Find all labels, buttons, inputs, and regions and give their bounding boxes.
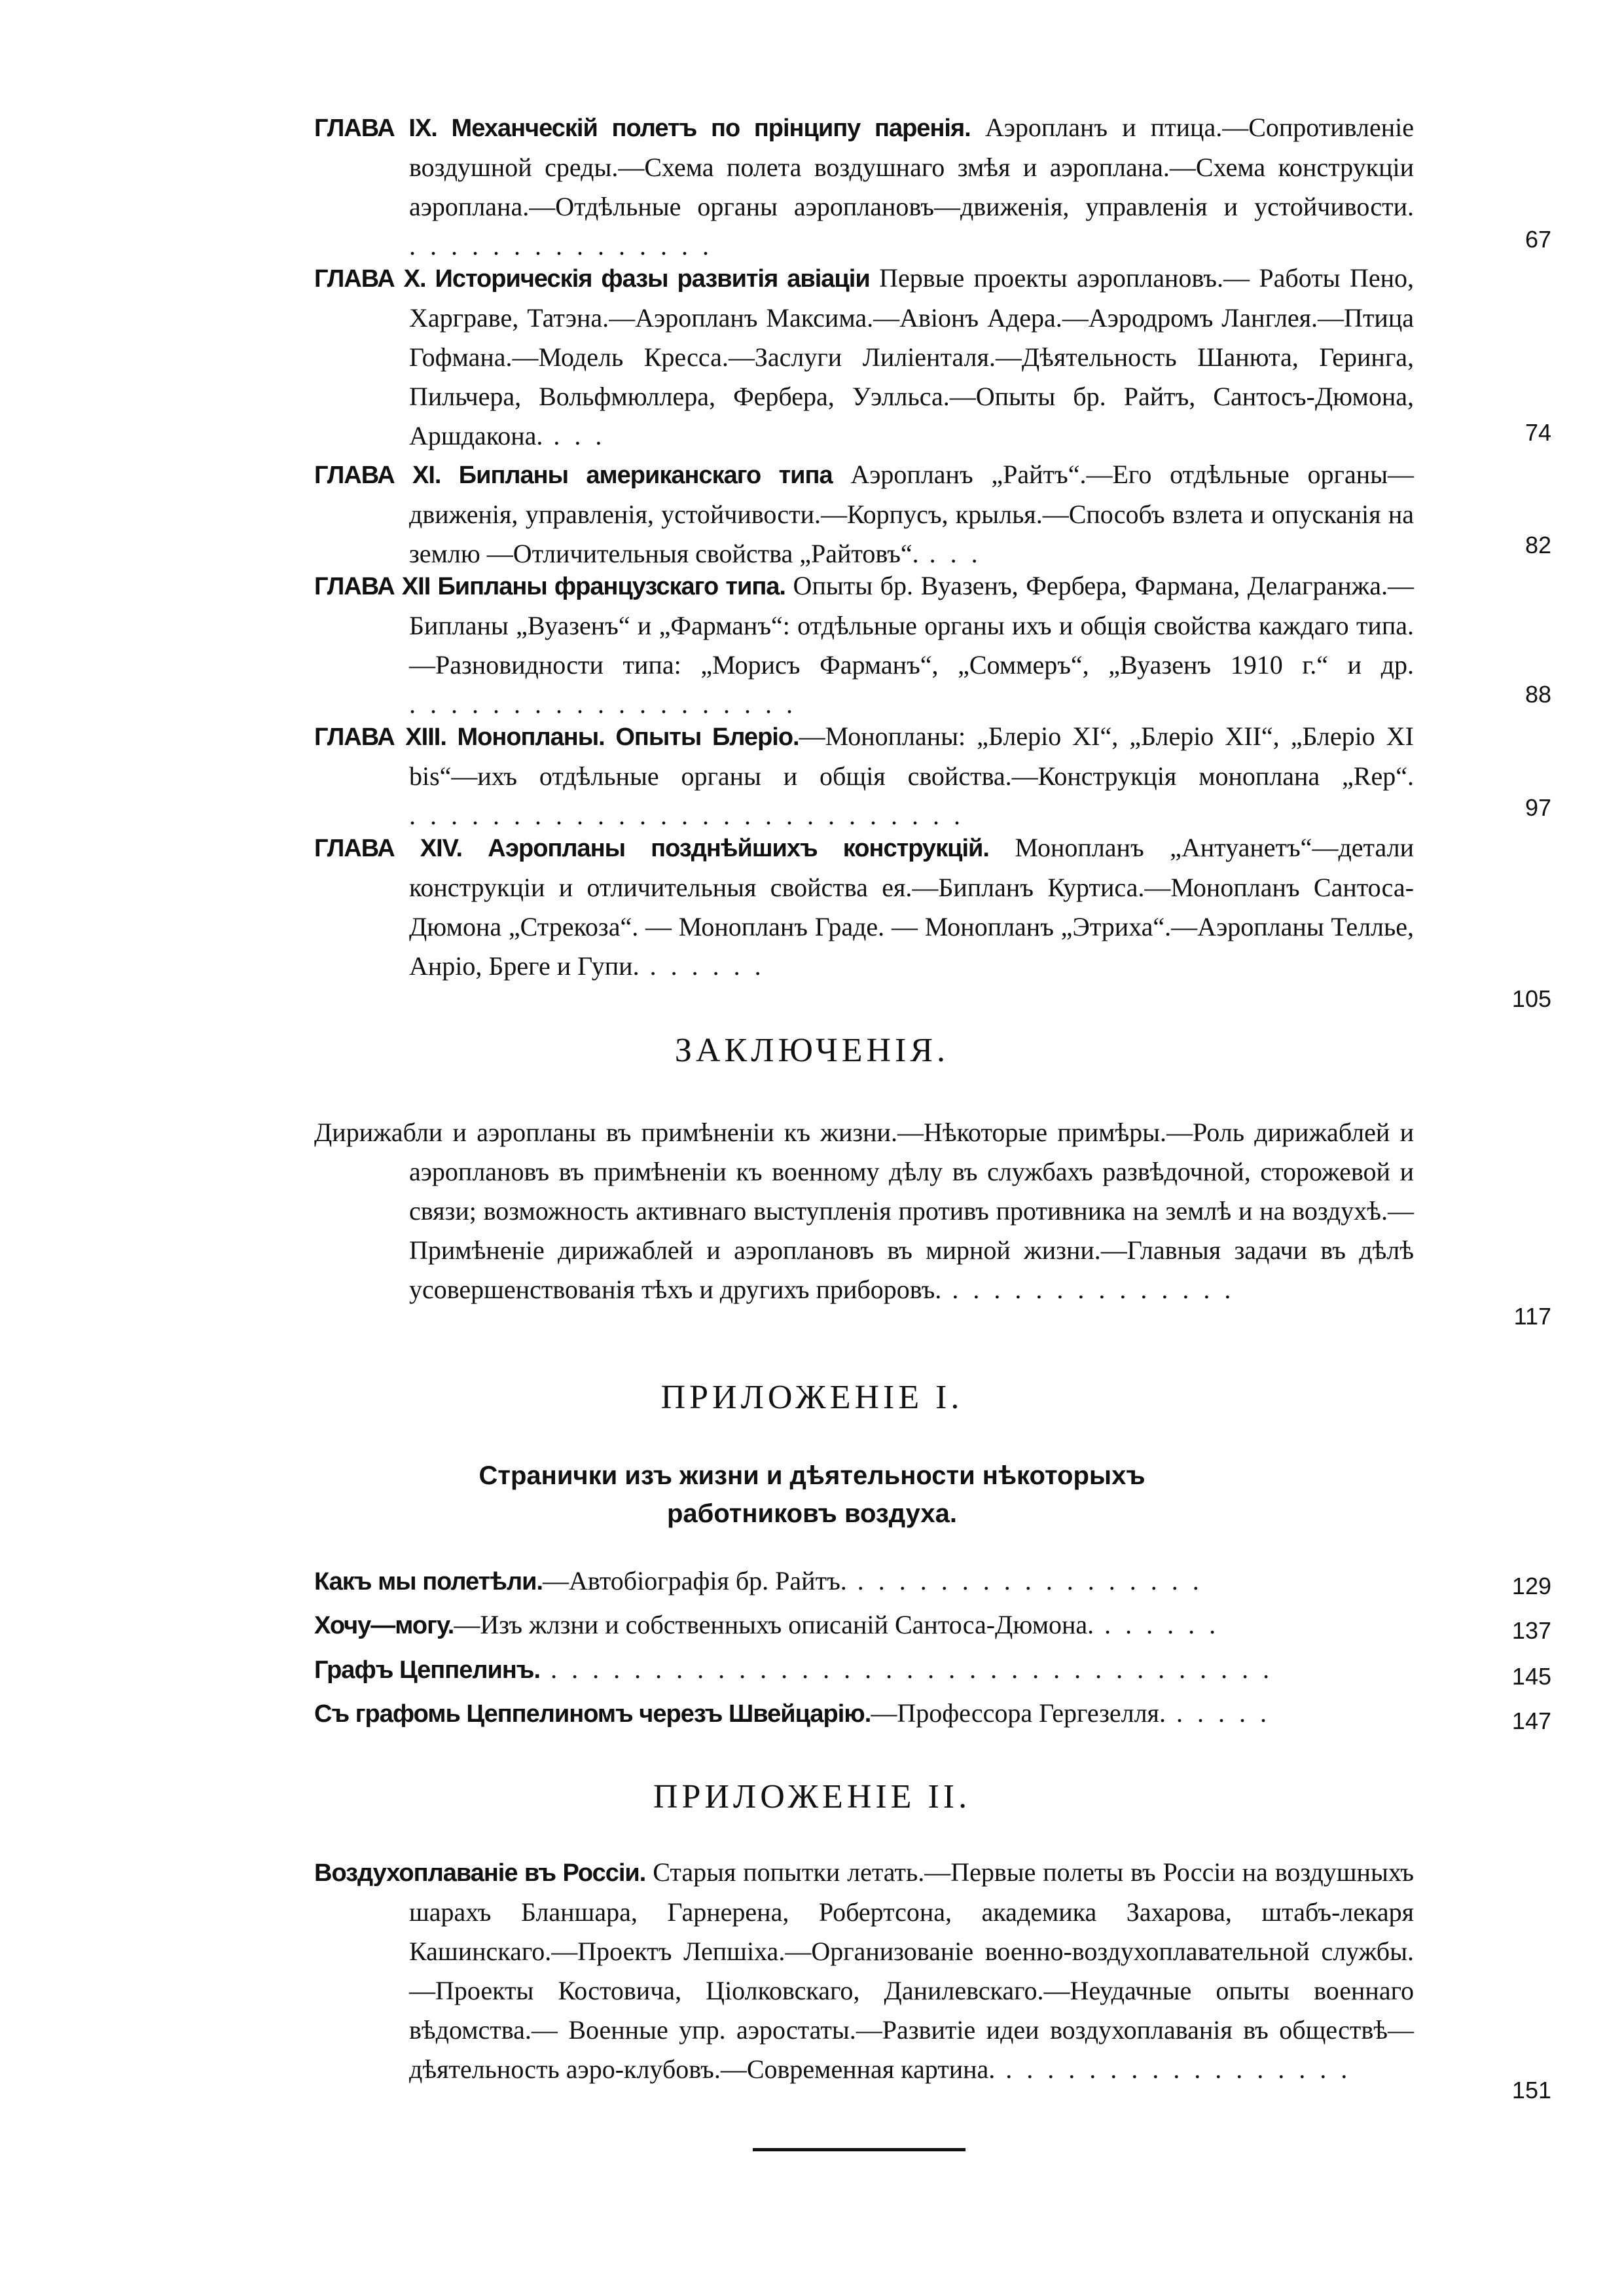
leader-dots: . . . . .: [1165, 1698, 1271, 1728]
toc-entry-appendix-2: [314, 1853, 1414, 2089]
chapter-heading: ГЛАВА XIV. Аэропланы позднѣйшихъ конструкцій.: [314, 835, 989, 862]
appendix-1-subtitle-line-2: работниковъ воздуха.: [666, 1499, 958, 1528]
section-title-conclusion: ЗАКЛЮЧЕНІЯ.: [674, 1032, 950, 1069]
entry-heading: Воздухоплаваніе въ Россіи.: [314, 1859, 646, 1887]
leader-dots: . . . . . . . . . . . . . .: [941, 1275, 1235, 1304]
leader-dots: . . . . . . . . . . . . . . .: [409, 231, 713, 261]
page-number: 82: [1525, 532, 1551, 558]
toc-entry-chapter-14: [314, 828, 1414, 986]
toc-entry-conclusion: [314, 1113, 1414, 1309]
section-title-appendix-2: ПРИЛОЖЕНІЕ II.: [653, 1778, 971, 1815]
conclusion-description: Дирижабли и аэропланы въ примѣненіи къ жизни.—Нѣкоторые примѣры.—Роль дирижаблей и аэроплановъ въ примѣненіи къ военному дѣлу въ службахъ развѣдочной, сторожевой и связи; возможность активнаго выступленія противъ противника на землѣ и на воздухѣ.—Примѣненіе дирижаблей и аэроплановъ въ мирной жизни.—Главныя задачи въ дѣлѣ усовершенствованія тѣхъ и другихъ приборовъ.: [314, 1118, 1414, 1304]
page-number: 67: [1525, 226, 1551, 253]
chapter-description: Аэропланъ „Райтъ“.—Его отдѣльные органы—движенія, управленія, устойчивости.—Корпусъ, крылья.—Способъ взлета и опусканія на землю —Отличительныя свойства „Райтовъ“.: [409, 460, 1414, 568]
entry-description: —Изъ жлзни и собственныхъ описаній Сантоса-Дюмона.: [454, 1610, 1094, 1639]
entry-description: —Автобіографія бр. Райтъ.: [543, 1566, 847, 1595]
chapter-heading: ГЛАВА IX. Механческій полетъ по прінципу паренія.: [314, 115, 971, 142]
entry-heading: Хочу—могу.: [314, 1612, 454, 1639]
chapter-heading: ГЛАВА XII Бипланы французскаго типа.: [314, 573, 785, 600]
toc-entry-chapter-13: [314, 717, 1414, 835]
page-number: 129: [1511, 1573, 1551, 1599]
page-number: 74: [1525, 419, 1551, 446]
page-number: 145: [1511, 1663, 1551, 1690]
leader-dots: . . . . . . . . . . . . . . . . . . . . . . . . . . . . . . . . . . .: [540, 1654, 1274, 1684]
entry-description: Старыя попытки летать.—Первые полеты въ Россіи на воздушныхъ шарахъ Бланшара, Гарнерена, Робертсона, академика Захарова, штабъ-лекаря Кашинскаго.—Проектъ Лепшіха.—Организованіе военно-воздухоплавательной службы.—Проекты Костовича, Ціолковскаго, Данилевскаго.—Неудачные опыты военнаго вѣдомства.— Военные упр. аэростаты.—Развитіе идеи воздухоплаванія въ обществѣ—дѣятельность аэро-клубовъ.—Современная картина.: [409, 1857, 1414, 2084]
entry-heading: Графъ Цеппелинъ.: [314, 1656, 541, 1684]
leader-dots: . . . . . . . . . . . . . . . . .: [995, 2054, 1352, 2084]
entry-heading: Съ графомь Цеппелиномъ черезъ Швейцарію.: [314, 1700, 871, 1728]
chapter-description: Первые проекты аэроплановъ.— Работы Пено, Харграве, Татэна.—Аэропланъ Максима.—Авіонъ Адера.—Аэродромъ Ланглея.—Птица Гофмана.—Модель Кресса.—Заслуги Лиліенталя.—Дѣятельность Шанюта, Геринга, Пильчера, Вольфмюллера, Фербера, Уэлльса.—Опыты бр. Райтъ, Сантосъ-Дюмона, Аршдакона.: [409, 263, 1414, 450]
chapter-description: —Монопланы: „Блеріо XI“, „Блеріо XII“, „Блеріо XI bis“—ихъ отдѣльные органы и общія свойства.—Конструкція моноплана „Rep“.: [409, 721, 1415, 791]
page-number: 97: [1525, 794, 1551, 821]
entry-description: —Профессора Гергезелля.: [871, 1698, 1166, 1728]
page-number: 147: [1511, 1707, 1551, 1734]
leader-dots: . . .: [543, 421, 606, 450]
leader-dots: . . . . . .: [639, 951, 765, 981]
page-number: 117: [1513, 1303, 1551, 1330]
toc-entry-chapter-10: [314, 259, 1414, 456]
toc-entry-appendix-1: [314, 1605, 1427, 1645]
page-number: 151: [1511, 2077, 1551, 2104]
chapter-heading: ГЛАВА X. Историческія фазы развитія авіаціи: [314, 265, 870, 293]
chapter-heading: ГЛАВА XIII. Монопланы. Опыты Блеріо.: [314, 723, 799, 751]
chapter-description: Опыты бр. Вуазенъ, Фербера, Фармана, Делагранжа.—Бипланы „Вуазенъ“ и „Фарманъ“: отдѣльные органы ихъ и общія свойства каждаго типа.—Разновидности типа: „Морисъ Фарманъ“, „Соммеръ“, „Вуазенъ 1910 г.“ и др.: [409, 571, 1414, 680]
chapter-description: Монопланъ „Антуанетъ“—детали конструкціи и отличительныя свойства ея.—Бипланъ Куртиса.—Монопланъ Сантоса-Дюмона „Стрекоза“. — Монопланъ Граде. — Монопланъ „Этриха“.—Аэропланы Теллье, Анріо, Бреге и Гупи.: [409, 833, 1414, 981]
toc-entry-chapter-9: [314, 108, 1414, 266]
leader-dots: . . . . . . . . . . . . . . . . . . .: [409, 689, 797, 719]
toc-entry-appendix-1: [314, 1650, 1427, 1690]
appendix-1-subtitle-line-1: Странички изъ жизни и дѣятельности нѣкоторыхъ: [478, 1461, 1146, 1490]
toc-entry-chapter-12: [314, 566, 1414, 724]
leader-dots: . . . . . .: [1094, 1610, 1220, 1639]
entry-heading: Какъ мы полетѣли.: [314, 1568, 543, 1595]
toc-entry-appendix-1: [314, 1694, 1427, 1734]
page-number: 88: [1525, 681, 1551, 708]
leader-dots: . . . . . . . . . . . . . . . . . . . . . . . . . . .: [409, 801, 964, 830]
toc-entry-appendix-1: [314, 1561, 1427, 1601]
chapter-heading: ГЛАВА XI. Бипланы американскаго типа: [314, 462, 833, 489]
chapter-description: Аэропланъ и птица.—Сопротивленіе воздушной среды.—Схема полета воздушнаго змѣя и аэроплана.—Схема конструкціи аэроплана.—Отдѣльные органы аэроплановъ—движенія, управленія и устойчивости.: [409, 113, 1415, 221]
toc-entry-chapter-11: [314, 455, 1414, 574]
page-number: 137: [1511, 1617, 1551, 1644]
page-number: 105: [1511, 985, 1551, 1012]
end-rule-divider: [753, 2148, 965, 2151]
leader-dots: . . . . . . . . . . . . . . . . .: [846, 1566, 1203, 1595]
leader-dots: . . .: [918, 539, 982, 568]
section-title-appendix-1: ПРИЛОЖЕНІЕ I.: [660, 1379, 964, 1416]
